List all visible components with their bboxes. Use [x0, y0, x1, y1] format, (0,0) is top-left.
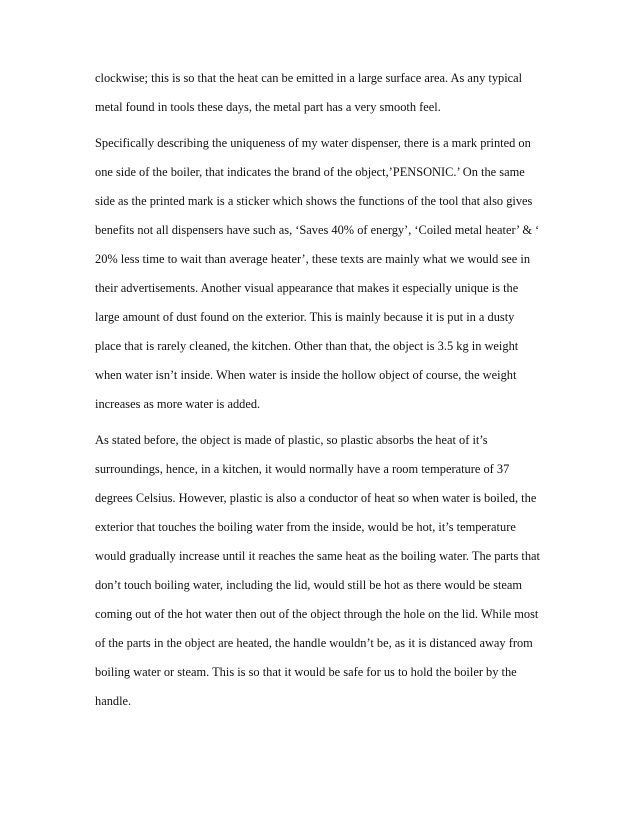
- text-line: side as the printed mark is a sticker which shows the functions of the tool that also gives: [95, 194, 533, 208]
- text-line: As stated before, the object is made of plastic, so plastic absorbs the heat of it’s: [95, 433, 488, 447]
- text-line: 20% less time to wait than average heater’, these texts are mainly what we would see in: [95, 252, 531, 266]
- text-line: benefits not all dispensers have such as, ‘Saves 40% of energy’, ‘Coiled metal heater’ & ‘: [95, 223, 540, 237]
- text-line: would gradually increase until it reaches the same heat as the boiling water. The parts that: [95, 549, 540, 563]
- paragraph-2: [95, 129, 565, 419]
- paragraph-3: [95, 426, 565, 716]
- text-line: of the parts in the object are heated, the handle wouldn’t be, as it is distanced away from: [95, 636, 533, 650]
- text-line: place that is rarely cleaned, the kitchen. Other than that, the object is 3.5 kg in weight: [95, 339, 519, 353]
- text-line: Specifically describing the uniqueness of my water dispenser, there is a mark printed on: [95, 136, 531, 150]
- paragraph-1: [95, 64, 565, 122]
- paragraph-spacer: [95, 419, 565, 426]
- text-line: degrees Celsius. However, plastic is also a conductor of heat so when water is boiled, the: [95, 491, 537, 505]
- text-line: increases as more water is added.: [95, 397, 261, 411]
- text-line: handle.: [95, 694, 132, 708]
- text-line: when water isn’t inside. When water is inside the hollow object of course, the weight: [95, 368, 517, 382]
- paragraph-spacer: [95, 122, 565, 129]
- text-line: one side of the boiler, that indicates the brand of the object,’PENSONIC.’ On the same: [95, 165, 525, 179]
- text-line: large amount of dust found on the exterior. This is mainly because it is put in a dusty: [95, 310, 515, 324]
- text-line: their advertisements. Another visual appearance that makes it especially unique is the: [95, 281, 519, 295]
- text-line: exterior that touches the boiling water from the inside, would be hot, it’s temperature: [95, 520, 516, 534]
- text-line: metal found in tools these days, the metal part has a very smooth feel.: [95, 100, 441, 114]
- text-line: coming out of the hot water then out of the object through the hole on the lid. While most: [95, 607, 539, 621]
- text-line: clockwise; this is so that the heat can be emitted in a large surface area. As any typical: [95, 71, 523, 85]
- text-line: surroundings, hence, in a kitchen, it would normally have a room temperature of 37: [95, 462, 510, 476]
- body-text: [95, 64, 565, 716]
- text-line: don’t touch boiling water, including the lid, would still be hot as there would be steam: [95, 578, 523, 592]
- text-line: boiling water or steam. This is so that it would be safe for us to hold the boiler by the: [95, 665, 517, 679]
